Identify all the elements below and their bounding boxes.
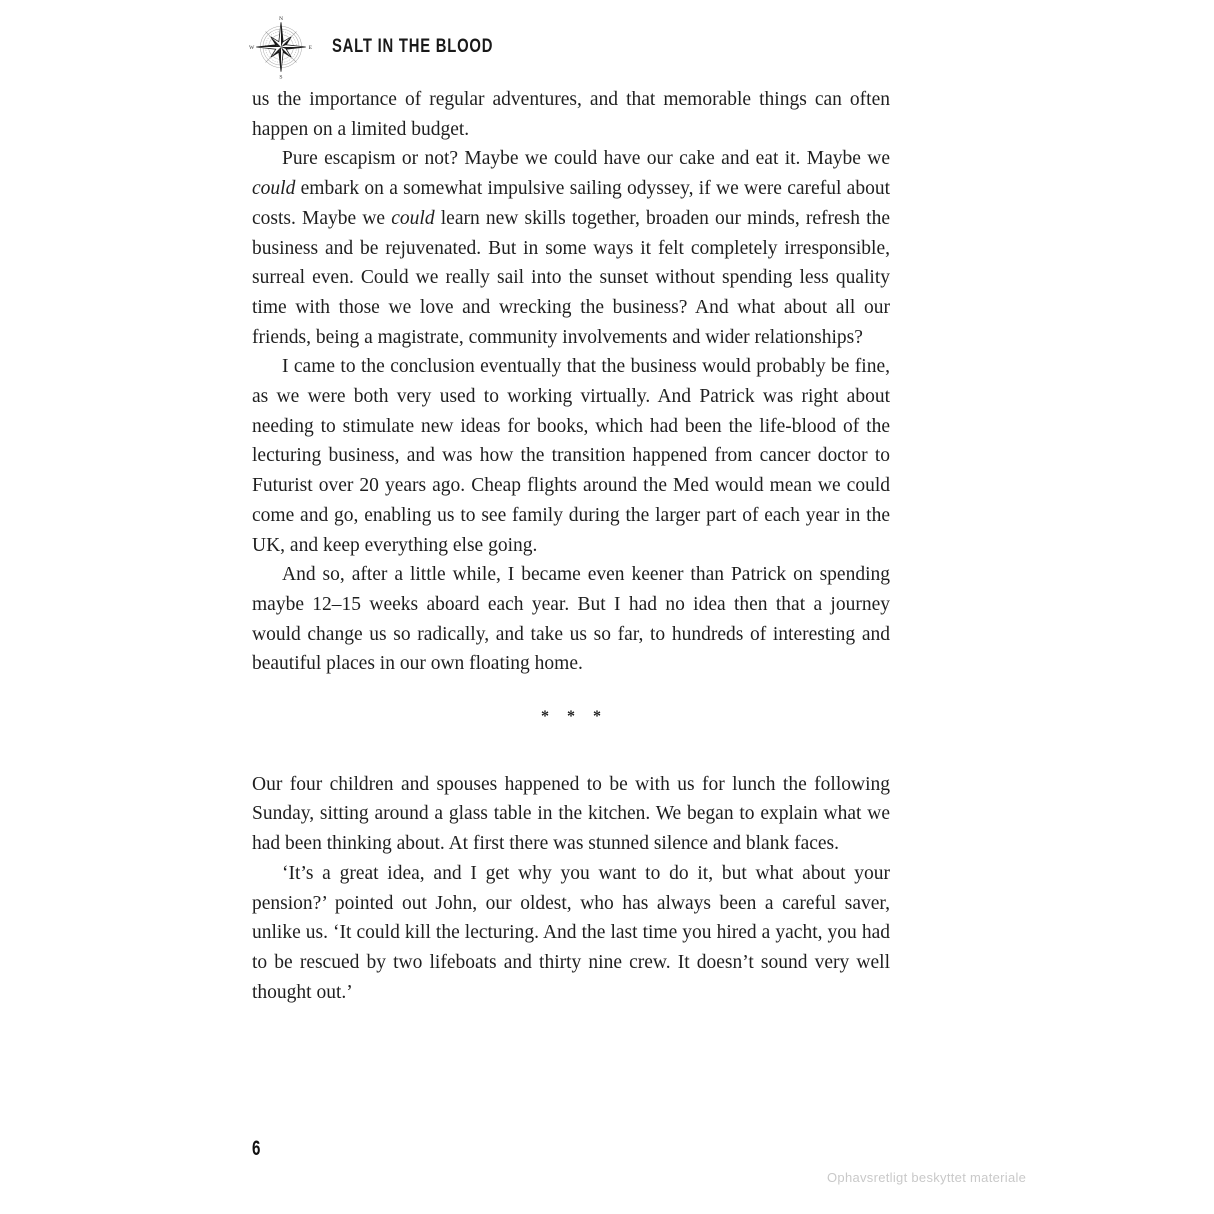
compass-west-label: W xyxy=(248,45,255,52)
paragraph: Our four children and spouses happened to be with us for lunch the following Sunday, sitting around a glass table in the kitchen. We began to explain what we had been thinking about. At first there was stunned silence and blank faces. xyxy=(252,773,890,855)
compass-north-label: N xyxy=(278,16,284,23)
body-text xyxy=(252,85,890,1007)
book-title: SALT IN THE BLOOD xyxy=(332,36,494,57)
paragraph: Pure escapism or not? Maybe we could have our cake and eat it. Maybe we could embark on a somewhat impulsive sailing odyssey, if we were careful about costs. Maybe we could learn new skills together, broaden our minds, refresh the business and be rejuvenated. But in some ways it felt completely irresponsible, surreal even. Could we really sail into the sunset without spending less quality time with those we love and wrecking the business? And what about all our friends, being a magistrate, community involvements and wider relationships? xyxy=(252,148,891,348)
compass-east-label: E xyxy=(308,45,313,52)
section-separator: * * * xyxy=(541,708,601,726)
compass-south-label: S xyxy=(279,74,283,80)
running-header xyxy=(248,14,539,80)
compass-rose-icon xyxy=(248,14,314,80)
paragraph: I came to the conclusion eventually that the business would probably be fine, as we were both very used to working virtually. And Patrick was right about needing to stimulate new ideas for books, which had been the life-blood of the lecturing business, and was how the transition happened from cancer doctor to Futurist over 20 years ago. Cheap flights around the Med would mean we could come and go, enabling us to see family during the larger part of each year in the UK, and keep everything else going. xyxy=(252,356,890,556)
copyright-watermark: Ophavsretligt beskyttet materiale xyxy=(827,1170,1027,1185)
paragraph: us the importance of regular adventures, and that memorable things can often happen on a limited budget. xyxy=(252,89,890,140)
paragraph: ‘It’s a great idea, and I get why you want to do it, but what about your pension?’ pointed out John, our oldest, who has always been a careful saver, unlike us. ‘It could kill the lecturing. And the last time you hired a yacht, you had to be rescued by two lifeboats and thirty nine crew. It doesn’t sound very well thought out.’ xyxy=(252,862,890,1003)
paragraph: And so, after a little while, I became even keener than Patrick on spending maybe 12–15 weeks aboard each year. But I had no idea then that a journey would change us so radically, and take us so far, to hundreds of interesting and beautiful places in our own floating home. xyxy=(252,564,890,675)
page-number: 6 xyxy=(252,1137,261,1160)
